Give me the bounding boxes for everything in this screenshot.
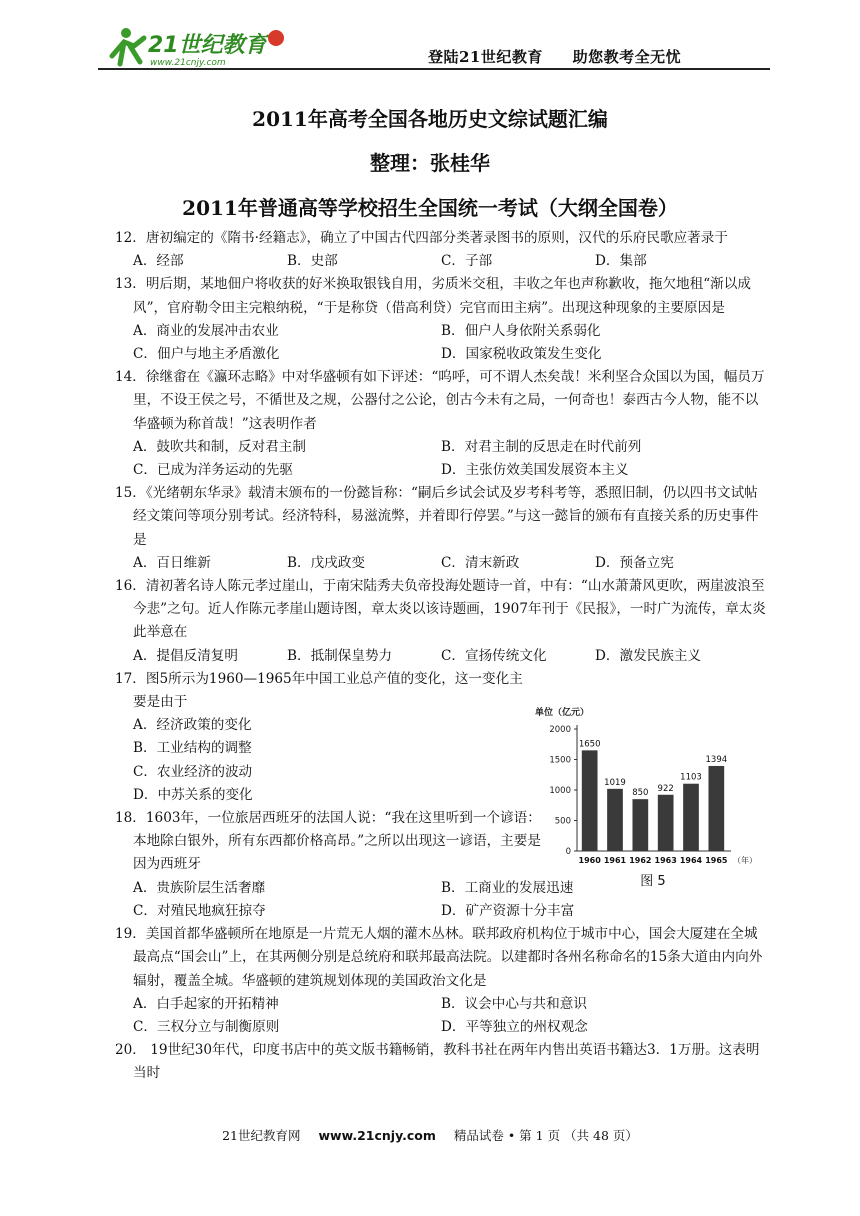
bar-1962 [632, 799, 648, 851]
data-label-1962: 850 [632, 788, 649, 799]
runner-icon [112, 28, 144, 64]
bar-1963 [658, 795, 674, 851]
option-b: B．抵制保皇势力 [287, 647, 393, 664]
option-c: C．三权分立与制衡原则 [133, 1018, 280, 1035]
options [115, 250, 770, 273]
x-tick-label: 1962 [629, 856, 652, 865]
data-label-1964: 1103 [680, 772, 702, 783]
option-d: D．激发民族主义 [595, 647, 702, 664]
question-text: 17．图5所示为1960—1965年中国工业总产值的变化，这一变化主要是由于 [115, 670, 523, 711]
option-c: C．农业经济的波动 [133, 763, 253, 780]
main-title: 2011年高考全国各地历史文综试题汇编 [252, 107, 608, 131]
y-tick-label: 2000 [549, 725, 571, 735]
option-c: C．对殖民地疯狂掠夺 [133, 902, 266, 919]
bar-1960 [582, 750, 598, 851]
option-a: A．贵族阶层生活奢靡 [133, 879, 266, 896]
option-d: D．平等独立的州权观念 [441, 1018, 588, 1035]
options [115, 714, 525, 807]
option-d: D．预备立宪 [595, 554, 674, 571]
option-d: D．矿产资源十分丰富 [441, 902, 575, 919]
option-c: C．清末新政 [441, 554, 520, 571]
page-footer [0, 1126, 860, 1144]
question-text: 19．美国首都华盛顿所在地原是一片荒无人烟的灌木丛林。联邦政府机构位于城市中心，国会大厦建在全城最高点“国会山”上，在其两侧分别是总统府和联邦最高法院。以建都时各州名称命名的15条大道由内向外辐射，覆盖全城。华盛顿的建筑规划体现的美国政治文化是 [115, 926, 763, 989]
question-19 [115, 923, 770, 1039]
slogan-left: 登陆21世纪教育 [428, 48, 543, 66]
option-b: B．工商业的发展迅速 [441, 879, 574, 896]
question-list [115, 227, 770, 1086]
x-tick-label: 1965 [705, 856, 728, 865]
header-slogan [428, 46, 705, 67]
footer-url: www.21cnjy.com [318, 1128, 436, 1143]
data-label-1965: 1394 [705, 754, 728, 765]
chart-caption: 图 5 [640, 874, 666, 889]
question-text: 16．清初著名诗人陈元孝过崖山，于南宋陆秀夫负帝投海处题诗一首，中有：“山水萧萧风更吹，两崖波浪至今悲”之句。近人作陈元孝崖山题诗图，章太炎以该诗题画，1907年刊于《民报》，一时广为流传，章太炎此举意在 [115, 578, 766, 641]
option-a: A．鼓吹共和制，反对君主制 [133, 438, 306, 455]
y-tick-label: 1500 [549, 755, 571, 766]
option-c: C．子部 [441, 253, 493, 270]
option-d: D．中苏关系的变化 [133, 786, 253, 803]
option-b: B．工业结构的调整 [133, 740, 252, 757]
site-logo [104, 24, 294, 68]
x-tick-label: 1961 [603, 856, 627, 865]
question-16 [115, 575, 770, 668]
option-a: A．经部 [133, 253, 184, 270]
y-tick-label: 0 [565, 847, 571, 857]
data-label-1960: 1650 [578, 739, 601, 750]
footer-site: 21世纪教育网 [222, 1128, 301, 1143]
header-divider [98, 68, 770, 70]
question-15 [115, 482, 770, 575]
question-text: 13．明后期，某地佃户将收获的好米换取银钱自用，劣质米交租，丰收之年也声称歉收，拖欠地租“渐以成风”，官府勒令田主完粮纳税，“于是称贷（借高利贷）完官而田主病”。出现这种现象的主要原因是 [115, 276, 751, 316]
editor-line: 整理：张桂华 [370, 151, 490, 175]
question-14 [115, 366, 770, 482]
option-b: B．对君主制的反思走在时代前列 [441, 438, 642, 455]
options [115, 320, 770, 366]
option-b: B．议会中心与共和意识 [441, 995, 587, 1012]
y-tick-label: 500 [554, 816, 571, 827]
logo-url: www.21cnjy.com [150, 58, 226, 68]
option-c: C．宣扬传统文化 [441, 647, 547, 664]
x-axis-unit: （年） [733, 856, 757, 865]
option-d: D．集部 [595, 253, 647, 270]
y-tick-label: 1000 [549, 786, 571, 796]
industrial-output-chart [533, 703, 783, 893]
x-tick-label: 1960 [578, 856, 601, 865]
option-c: C．佃户与地主矛盾激化 [133, 346, 280, 363]
data-label-1961: 1019 [604, 777, 626, 788]
x-tick-label: 1964 [679, 856, 703, 865]
question-text: 14．徐继畬在《瀛环志略》中对华盛顿有如下评述：“呜呼，可不谓人杰矣哉！米利坚合众国以为国，幅员万里，不设王侯之号，不循世及之规，公器付之公论，创古今未有之局，一何奇也！泰西古今人物，能不以华盛顿为称首哉！”这表明作者 [115, 369, 765, 432]
option-a: A．商业的发展冲击农业 [133, 322, 279, 339]
bar-1965 [708, 766, 724, 851]
option-a: A．经济政策的变化 [133, 717, 252, 734]
logo-text: 21世纪教育 [148, 33, 267, 58]
question-text: 12．唐初编定的《隋书·经籍志》，确立了中国古代四部分类著录图书的原则，汉代的乐府民歌应著录于 [115, 230, 728, 246]
option-a: A．百日维新 [133, 554, 211, 571]
apple-icon [268, 30, 284, 46]
option-a: A．白手起家的开拓精神 [133, 995, 279, 1012]
slogan-right: 助您教考全无忧 [572, 48, 682, 66]
options [115, 436, 770, 482]
bar-1964 [683, 784, 699, 851]
option-b: B．史部 [287, 253, 338, 270]
exam-title: 2011年普通高等学校招生全国统一考试（大纲全国卷） [182, 196, 678, 220]
option-b: B．佃户人身依附关系弱化 [441, 322, 601, 339]
option-d: D．主张仿效美国发展资本主义 [441, 462, 629, 479]
page-header [98, 22, 770, 70]
y-axis-label: 单位（亿元） [535, 708, 590, 718]
question-text: 15．《光绪朝东华录》载清末颁布的一份懿旨称：“嗣后乡试会试及岁考科考等，悉照旧制，仍以四书文试帖经文策问等项分别考试。经济特科，易滋流弊，并着即行停罢。”与这一懿旨的颁布有直接关系的历史事件是 [115, 485, 759, 548]
question-text: 20． 19世纪30年代，印度书店中的英文版书籍畅销，教科书社在两年内售出英语书籍达3．1万册。这表明当时 [115, 1042, 760, 1082]
option-a: A．提倡反清复明 [133, 647, 238, 664]
x-tick-label: 1963 [654, 856, 677, 865]
question-13 [115, 273, 770, 366]
bar-1961 [607, 789, 623, 851]
question-12 [115, 227, 770, 273]
options [115, 552, 770, 575]
option-c: C．已成为洋务运动的先驱 [133, 462, 293, 479]
footer-page-info: 精品试卷 • 第 1 页 （共 48 页） [453, 1128, 638, 1143]
options [115, 645, 770, 668]
question-20 [115, 1039, 770, 1085]
question-17 [115, 668, 525, 807]
option-b: B．戊戌政变 [287, 554, 365, 571]
data-label-1963: 922 [657, 783, 674, 794]
options [115, 993, 770, 1039]
question-text: 18．1603年，一位旅居西班牙的法国人说：“我在这里听到一个谚语：本地除白银外，所有东西都价格高昂。”之所以出现这一谚语，主要是因为西班牙 [115, 810, 541, 873]
option-d: D．国家税收政策发生变化 [441, 346, 602, 363]
